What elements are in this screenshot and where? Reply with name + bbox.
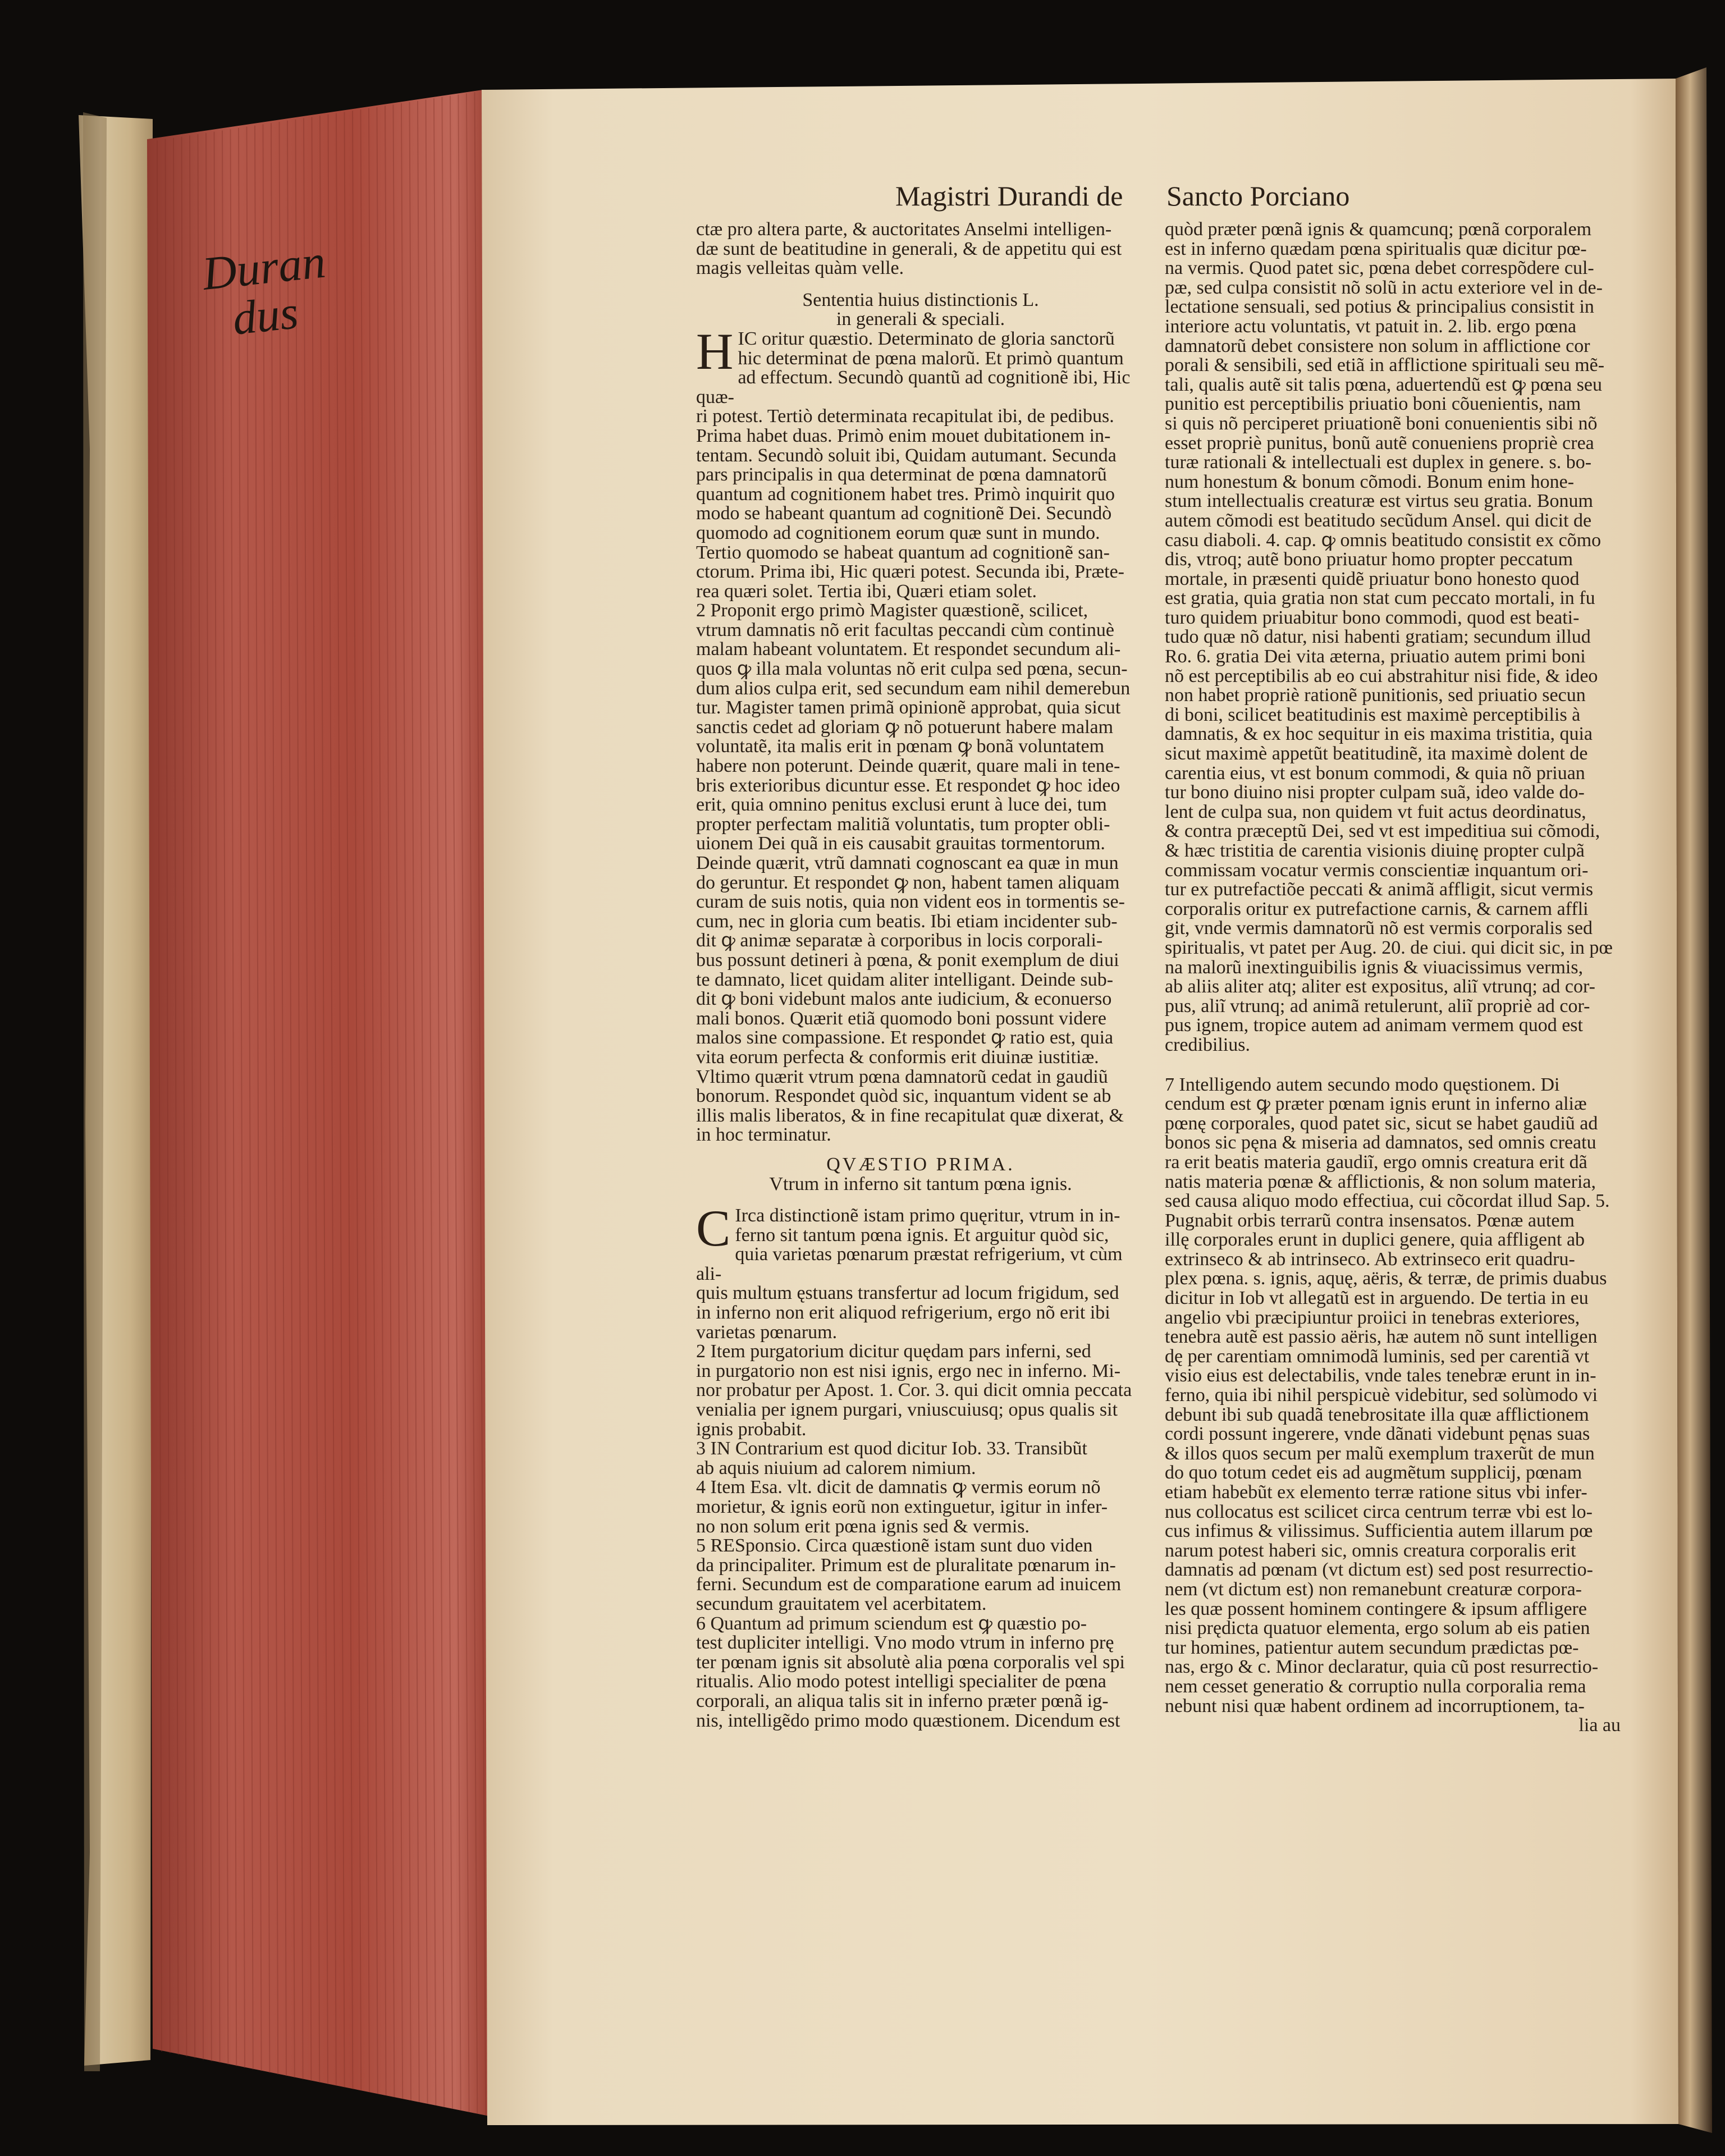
text-line: di boni, scilicet beatitudinis est maximè perceptibilis à [1165, 704, 1581, 725]
text-line: etiam habebũt ex elemento terræ ratione situs vbi infer- [1165, 1482, 1587, 1503]
text-line: nisi prędicta quatuor elementa, ergo solum ab eis patien [1165, 1618, 1590, 1639]
text-line: quis multum ęstuans transfertur ad locum frigidum, sed [696, 1283, 1119, 1304]
text-line: porali & sensibili, sed etiã in afflictione spirituali seu mẽ- [1165, 355, 1605, 376]
sententia-heading: Sententia huius distinctionis L. [802, 289, 1039, 310]
text-line: quos ꝙ illa mala voluntas nõ erit culpa sed pœna, secun- [696, 658, 1128, 680]
text-line: nas, ergo & c. Minor declaratur, quia cũ post resurrectio- [1165, 1656, 1599, 1678]
text-line: corporalis oritur ex putrefactione carnis, & carnem affli [1165, 898, 1589, 919]
text-line: tur homines, patientur autem secundum prædictas pœ- [1165, 1637, 1579, 1658]
text-line: ri potest. Tertiò determinata recapitulat ibi, de pedibus. [696, 406, 1114, 427]
text-line: casu diaboli. 4. cap. ꝙ omnis beatitudo consistit ex cõmo [1165, 529, 1602, 551]
text-line: 3 IN Contrarium est quod dicitur Iob. 33. Transibũt [696, 1438, 1087, 1459]
text-line: test dupliciter intelligi. Vno modo vtrum in inferno prę [696, 1632, 1114, 1654]
quaestio-subtitle: Vtrum in inferno sit tantum pœna ignis. [769, 1173, 1072, 1194]
text-line: narum potest haberi sic, omnis creatura corporalis erit [1165, 1540, 1576, 1561]
text-line: tenebra autẽ est passio aëris, hæ autem nõ sunt intelligen [1165, 1326, 1598, 1348]
text-line: morietur, & ignis eorũ non extinguetur, igitur in infer- [696, 1496, 1108, 1517]
text-line: dę per carentiam omnimodã luminis, sed per carentiã vt [1165, 1345, 1590, 1367]
text-line: mali bonos. Quærit etiã quomodo boni possunt videre [696, 1008, 1106, 1029]
text-line: tur ex putrefactiõe peccati & animã affligit, sicut vermis [1165, 879, 1594, 900]
text-line: 6 Quantum ad primum sciendum est ꝙ quæstio po- [696, 1613, 1087, 1634]
text-line: bonos sic pęna & miseria ad damnatos, sed omnis creatu [1165, 1132, 1596, 1153]
text-line: malam habeant voluntatem. Et respondet secundum ali- [696, 639, 1121, 660]
text-line: stum intellectualis creaturæ est virtus seu gratia. Bonum [1165, 491, 1593, 512]
text-line: uionem Dei quã in eis causabit grauitas tormentorum. [696, 833, 1105, 854]
text-line: Pugnabit orbis terrarũ contra insensatos. Pœnæ autem [1165, 1210, 1575, 1231]
text-line: nis, intelligẽdo primo modo quæstionem. Dicendum est [696, 1710, 1120, 1731]
text-line: 5 RESponsio. Circa quæstionẽ istam sunt duo viden [696, 1535, 1093, 1557]
text-line: dum alios culpa erit, sed secundum eam nihil demerebun [696, 678, 1131, 699]
text-line: ad effectum. Secundò quantũ ad cognitionẽ ibi, Hic quæ- [696, 367, 1131, 408]
text-line: quia varietas pœnarum præstat refrigerium, vt cùm ali- [696, 1244, 1123, 1284]
text-line: pæ, sed culpa consistit nõ solũ in actu exteriore vel in de- [1165, 277, 1603, 298]
text-line: nem (vt dictum est) non remanebunt creaturæ corpora- [1165, 1578, 1582, 1600]
running-head-right: Sancto Porciano [1166, 180, 1350, 212]
text-line: Deinde quærit, vtrũ damnati cognoscant ea quæ in mun [696, 853, 1119, 873]
text-line: ritualis. Alio modo potest intelligi specialiter de pœna [696, 1671, 1106, 1692]
text-line: ignis probabit. [696, 1418, 807, 1440]
text-line: dit ꝙ boni videbunt malos ante iudicium, & econuerso [696, 988, 1112, 1010]
text-line: modo se habeant quantum ad cognitionẽ Dei. Secundò [696, 503, 1112, 524]
text-line: nebunt nisi quæ habent ordinem ad incorruptionem, ta- [1165, 1695, 1585, 1716]
right-text-column [1165, 220, 1621, 1736]
right-column-lines-part-1 [1165, 220, 1621, 1055]
text-line: ab aliis aliter atq; aliter est expositus, aliĩ vtrunq; ad cor- [1165, 976, 1595, 997]
text-line: lectatione sensuali, sed potius & principalius consistit in [1165, 296, 1594, 318]
text-line: ferni. Secundum est de comparatione earum ad inuicem [696, 1574, 1122, 1595]
quaestio-lines [696, 1200, 1145, 1731]
quaestio-title: QVÆSTIO PRIMA. [826, 1153, 1015, 1175]
text-line: illis malis liberatos, & in fine recapitulat quæ dixerat, & [696, 1105, 1124, 1126]
text-line: no non solum erit pœna ignis sed & vermis. [696, 1516, 1030, 1537]
text-line: in purgatorio non est nisi ignis, ergo nec in inferno. Mi- [696, 1360, 1121, 1381]
left-opening-lines [696, 220, 1145, 278]
text-line: angelio vbi præcipiuntur proiici in tenebras exteriores, [1165, 1307, 1580, 1328]
text-line: da principaliter. Primum est de pluralitate pœnarum in- [696, 1554, 1116, 1576]
text-line: punitio est perceptibilis priuatio boni cõuenientis, nam [1165, 393, 1581, 415]
text-line: in hoc terminatur. [696, 1124, 831, 1146]
text-line: erit, quia omnino penitus exclusi erunt à luce dei, tum [696, 794, 1107, 816]
text-line: sicut maximè appetũt beatitudinẽ, ita maximè dolent de [1165, 743, 1588, 765]
text-line: cendum est ꝙ præter pœnam ignis erunt in inferno aliæ [1165, 1093, 1587, 1115]
text-line: Vltimo quærit vtrum pœna damnatorũ cedat in gaudiũ [696, 1066, 1108, 1087]
text-line: pus ignem, tropice autem ad animam vermem quod est [1165, 1015, 1583, 1036]
text-line: dis, vtroq; autẽ bono priuatur homo propter peccatum [1165, 549, 1573, 570]
text-line: debunt ibi sub quadã tenebrositate illa quæ afflictionem [1165, 1404, 1589, 1425]
text-line: & contra præceptũ Dei, sed vt est impeditiua sui cõmodi, [1165, 821, 1600, 842]
text-line: nor probatur per Apost. 1. Cor. 3. qui dicit omnia peccata [696, 1380, 1132, 1401]
text-line: corporali, an aliqua talis sit in inferno præter pœnã ig- [696, 1690, 1109, 1711]
inscription-line-1: Duran [200, 235, 328, 300]
text-line: quomodo ad cognitionem eorum quæ sunt in mundo. [696, 522, 1100, 543]
text-line: venialia per ignem purgari, vniuscuiusq; opus qualis sit [696, 1399, 1118, 1421]
text-line: autem cõmodi est beatitudo secũdum Ansel. qui dicit de [1165, 510, 1592, 531]
text-line: damnatorũ debet consistere non solum in afflictione cor [1165, 335, 1590, 356]
text-line: quantum ad cognitionem habet tres. Primò inquirit quo [696, 483, 1115, 505]
text-line: na malorũ inextinguibilis ignis & viuacissimus vermis, [1165, 956, 1584, 978]
text-line: carentia eius, vt est bonum commodi, & quia nõ priuan [1165, 762, 1585, 784]
text-line: dæ sunt de beatitudine in generali, & de appetitu qui est [696, 238, 1122, 259]
text-line: ra erit beatis materia gaudiĩ, ergo omnis creatura erit dã [1165, 1151, 1587, 1173]
text-line: cum, nec in gloria cum beatis. Ibi etiam incidenter sub- [696, 910, 1118, 932]
text-line: bus possunt detineri à pœna, & ponit exemplum de diui [696, 949, 1119, 971]
text-line: nõ est perceptibilis ab eo cui abstrahitur nisi fide, & ideo [1165, 665, 1598, 686]
text-line: Tertio quomodo se habeat quantum ad cognitionẽ san- [696, 542, 1110, 563]
text-line: & hæc tristitia de carentia visionis diuinę propter culpã [1165, 840, 1585, 861]
text-line: curam de suis notis, quia non vident eos in tormentis se- [696, 891, 1125, 913]
text-line: tur. Magister tamen primã opinionẽ approbat, quia sicut [696, 697, 1121, 718]
text-line: in inferno non erit aliquod refrigerium, ergo nõ erit ibi [696, 1302, 1110, 1324]
text-line: te damnato, licet quidam aliter intelligant. Deinde sub- [696, 969, 1114, 990]
text-line: Irca distinctionẽ istam primo quęritur, vtrum in in- [735, 1205, 1120, 1226]
sententia-paragraph [696, 322, 1145, 1146]
text-line: malos sine compassione. Et respondet ꝙ ratio est, quia [696, 1027, 1114, 1049]
text-line: cus infimus & vilissimus. Sufficientia autem illarum pœ [1165, 1521, 1593, 1542]
text-line: IC oritur quæstio. Determinato de gloria sanctorũ [738, 328, 1115, 349]
text-line: do geruntur. Et respondet ꝙ non, habent tamen aliquam [696, 872, 1120, 893]
text-line: tudo quæ nõ datur, nisi habenti gratiam; secundum illud [1165, 626, 1591, 648]
sententia-lines [696, 322, 1145, 1146]
text-line: voluntatẽ, ita malis erit in pœnam ꝙ bonã voluntatem [696, 736, 1105, 757]
text-line: damnatis, & ex hoc sequitur in eis maxima tristitia, quia [1165, 724, 1593, 745]
text-line: damnatis ad pœnam (vt dictum est) sed post resurrectio- [1165, 1559, 1593, 1581]
text-line: ferno sit tantum pœna ignis. Et arguitur quòd sic, [735, 1224, 1109, 1246]
text-line: 7 Intelligendo autem secundo modo quęstionem. Di [1165, 1074, 1560, 1095]
text-line: 2 Proponit ergo primò Magister quæstionẽ, scilicet, [696, 600, 1088, 621]
text-line: pus, aliĩ vtrunq; ad animã retulerunt, aliĩ propriè ad cor- [1165, 995, 1590, 1017]
text-line: illę corporales erunt in duplici genere, quia affligent ab [1165, 1229, 1585, 1251]
text-line: secundum grauitatem vel acerbitatem. [696, 1593, 987, 1614]
text-line: tur bono diuino nisi propter culpam suã, ideo valde do- [1165, 782, 1585, 803]
text-line: ctæ pro altera parte, & auctoritates Anselmi intelligen- [696, 219, 1112, 240]
text-line: ter pœnam ignis sit absolutè alia pœna corporalis vel spi [696, 1651, 1125, 1673]
left-text-column [696, 220, 1145, 1731]
text-line: lent de culpa sua, non quidem vt fuit actus deordinatus, [1165, 801, 1586, 822]
text-line: les quæ possent hominem contingere & ipsum affligere [1165, 1598, 1587, 1619]
text-line: turæ rationali & intellectuali est duplex in genere. s. bo- [1165, 452, 1592, 473]
text-line: habere non poterunt. Deinde quærit, quare mali in tene- [696, 756, 1120, 777]
text-line: turo quidem priuabitur bono commodi, quod est beati- [1165, 607, 1580, 628]
text-line: spiritualis, vt patet per Aug. 20. de ciui. qui dicit sic, in pœ [1165, 937, 1613, 958]
text-line: nem cesset generatio & corruptio nulla corporalia rema [1165, 1676, 1586, 1697]
catchword: lia au [1578, 1715, 1621, 1736]
text-line: est in inferno quædam pœna spiritualis quæ dicitur pœ- [1165, 238, 1587, 259]
right-column-lines-part-2 [1165, 1075, 1621, 1716]
text-line: tali, qualis autẽ sit talis pœna, aduertendũ est ꝙ pœna seu [1165, 374, 1603, 395]
text-line: & illos quos secum per malũ exemplum traxerũt de mun [1165, 1443, 1595, 1464]
text-line: propter perfectam malitiã voluntatis, tum propter obli- [696, 813, 1110, 835]
text-line: nus collocatus est scilicet circa centrum terræ vbi est lo- [1165, 1501, 1593, 1522]
text-line: visio eius est delectabilis, vnde tales tenebræ erunt in in- [1165, 1365, 1596, 1386]
text-line: dit ꝙ animæ separatæ à corporibus in locis corporali- [696, 930, 1103, 951]
text-line: esset propriè punitus, bonũ autẽ conueniens propriè crea [1165, 432, 1594, 454]
running-head-left: Magistri Durandi de [895, 180, 1123, 212]
text-line: do quo totum cedet eis ad augmẽtum supplicij, pœnam [1165, 1462, 1582, 1484]
text-line: mortale, in præsenti quidẽ priuatur bono honesto quod [1165, 568, 1580, 589]
text-line: hic determinat de pœna malorũ. Et primò quantum [738, 347, 1124, 369]
text-line: natis materia pœnæ & afflictionis, & non solum materia, [1165, 1171, 1596, 1192]
text-line: tentam. Secundò soluit ibi, Quidam autumant. Secunda [696, 445, 1117, 466]
inscription-line-2: dus [230, 286, 301, 345]
quaestio-dropcap: C [696, 1200, 731, 1257]
text-line: est gratia, quia gratia non stat cum peccato mortali, in fu [1165, 588, 1595, 609]
text-line: 2 Item purgatorium dicitur quędam pars inferni, sed [696, 1341, 1091, 1362]
text-line: pœnę corporales, quod patet sic, sicut se habet gaudiũ ad [1165, 1113, 1598, 1134]
text-line: interiore actu voluntatis, vt patuit in. 2. lib. ergo pœna [1165, 315, 1577, 337]
text-line: ferno, quia ibi nihil perspicuè videbitur, sed solùmodo vi [1165, 1385, 1598, 1406]
text-line: sanctis cedet ad gloriam ꝙ nõ potuerunt habere malam [696, 716, 1114, 738]
text-line: credibilius. [1165, 1034, 1251, 1055]
text-line: sed causa aliquo modo effectiua, cui cõcordat illud Sap. 5. [1165, 1191, 1610, 1212]
text-line: vtrum damnatis nõ erit facultas peccandi cùm continuè [696, 619, 1114, 640]
text-line: pars principalis in qua determinat de pœna damnatorũ [696, 464, 1107, 486]
text-line: bris exterioribus dicuntur esse. Et respondet ꝙ hoc ideo [696, 775, 1120, 796]
text-line: Ro. 6. gratia Dei vita æterna, priuatio autem primi boni [1165, 646, 1586, 667]
text-line: cordi possunt ingerere, vnde dãnati videbunt pęnas suas [1165, 1423, 1590, 1445]
text-line: quòd præter pœnã ignis & quamcunq; pœnã corporalem [1165, 219, 1592, 240]
text-line: ab aquis niuium ad calorem nimium. [696, 1457, 976, 1478]
text-line: num honestum & bonum cõmodi. Bonum enim hone- [1165, 471, 1575, 492]
text-line: git, vnde vermis damnatorũ nõ est vermis corporalis sed [1165, 918, 1593, 939]
text-line: magis velleitas quàm velle. [696, 258, 904, 279]
text-line: dicitur in Iob vt allegatũ est in arguendo. De tertia in eu [1165, 1288, 1589, 1309]
quaestio-paragraph [696, 1200, 1145, 1731]
sententia-subheading: in generali & speciali. [836, 309, 1005, 330]
text-line: Prima habet duas. Primò enim mouet dubitationem in- [696, 425, 1111, 446]
text-line: extrinseco & ab intrinseco. Ab extrinseco erit quadru- [1165, 1248, 1575, 1270]
text-line: varietas pœnarum. [696, 1321, 838, 1343]
text-line: na vermis. Quod patet sic, pœna debet correspõdere cul- [1165, 258, 1594, 279]
text-line: si quis nõ perciperet priuationẽ boni conuenientis sibi nõ [1165, 413, 1598, 434]
text-line: plex pœna. s. ignis, aquę, aëris, & terræ, de primis duabus [1165, 1268, 1607, 1289]
text-line: ctorum. Prima ibi, Hic quæri potest. Secunda ibi, Præte- [696, 561, 1125, 583]
text-line: 4 Item Esa. vlt. dicit de damnatis ꝙ vermis eorum nõ [696, 1477, 1101, 1498]
text-line: rea quæri solet. Tertia ibi, Quæri etiam solet. [696, 580, 1037, 602]
text-line: vita eorum perfecta & conformis erit diuinæ iustitiæ. [696, 1046, 1099, 1068]
text-line: commissam vocatur vermis conscientiæ inquantum ori- [1165, 859, 1589, 881]
sententia-dropcap: H [696, 322, 734, 380]
text-line: bonorum. Respondet quòd sic, inquantum vident se ab [696, 1086, 1111, 1107]
text-line: non habet propriè rationẽ punitionis, sed priuatio secun [1165, 685, 1586, 706]
